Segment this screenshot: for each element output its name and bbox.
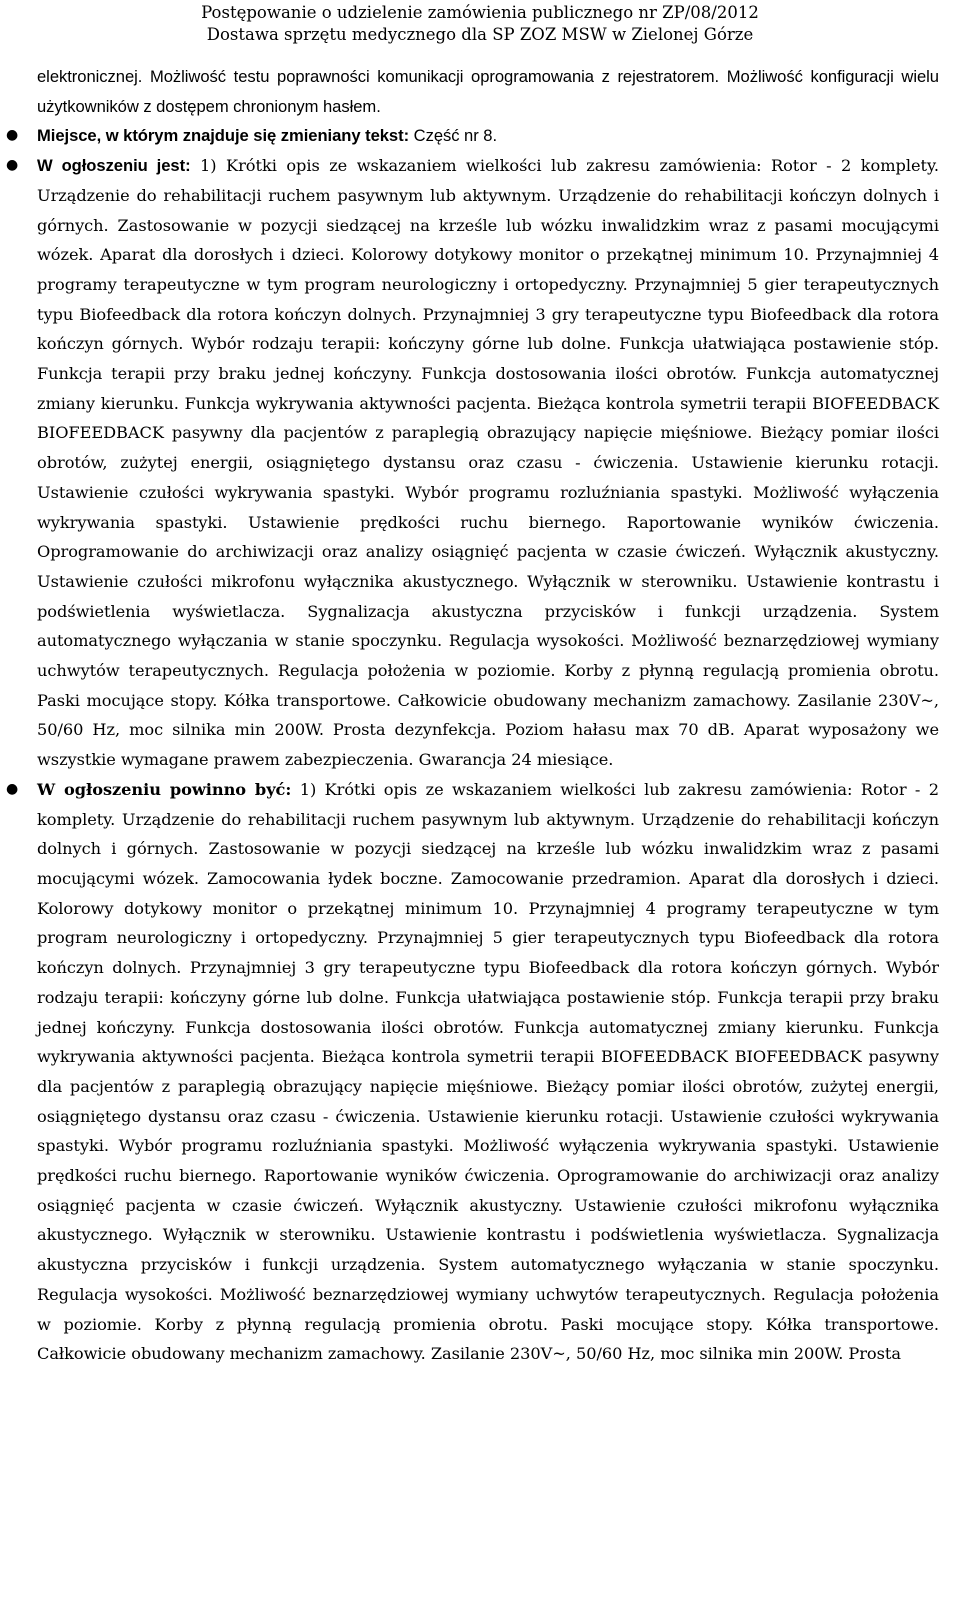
item-body: Część nr 8. bbox=[409, 126, 498, 146]
item-body: 1) Krótki opis ze wskazaniem wielkości lub zakresu zamówienia: Rotor - 2 komplety. Urządzenie do rehabilitacji ruchem pasywnym lub aktywnym. Urządzenie do rehabilitacji kończyn dolnych i górnych. Zastosowanie w pozycji siedzącej na krześle lub wózku inwalidzkim wraz z pasami mocującymi wózek. Aparat dla dorosłych i dzieci. Kolorowy dotykowy monitor o przekątnej minimum 10. Przynajmniej 4 programy terapeutyczne w tym program neurologiczny i ortopedyczny. Przynajmniej 5 gier terapeutycznych typu Biofeedback dla rotora kończyn dolnych. Przynajmniej 3 gry terapeutyczne typu Biofeedback dla rotora kończyn górnych. Wybór rodzaju terapii: kończyny górne lub dolne. Funkcja ułatwiająca postawienie stóp. Funkcja terapii przy braku jednej kończyny. Funkcja dostosowania ilości obrotów. Funkcja automatycznej zmiany kierunku. Funkcja wykrywania aktywności pacjenta. Bieżąca kontrola symetrii terapii BIOFEEDBACK BIOFEEDBACK pasywny dla pacjentów z paraplegią obrazujący napięcie mięśniowe. Bieżący pomiar ilości obrotów, zużytej energii, osiągniętego dystansu oraz czasu - ćwiczenia. Ustawienie kierunku rotacji. Ustawienie czułości wykrywania spastyki. Wybór programu rozluźniania spastyki. Możliwość wyłączenia wykrywania spastyki. Ustawienie prędkości ruchu biernego. Raportowanie wyników ćwiczenia. Oprogramowanie do archiwizacji oraz analizy osiągnięć pacjenta w czasie ćwiczeń. Wyłącznik akustyczny. Ustawienie czułości mikrofonu wyłącznika akustycznego. Wyłącznik w sterowniku. Ustawienie kontrastu i podświetlenia wyświetlacza. Sygnalizacja akustyczna przycisków i funkcji urządzenia. System automatycznego wyłączania w stanie spoczynku. Regulacja wysokości. Możliwość beznarzędziowej wymiany uchwytów terapeutycznych. Regulacja położenia w poziomie. Korby z płynną regulacją promienia obrotu. Paski mocujące stopy. Kółka transportowe. Całkowicie obudowany mechanizm zamachowy. Zasilanie 230V~, 50/60 Hz, moc silnika min 200W. Prosta dezynfekcja. Poziom hałasu max 70 dB. Aparat wyposażony we wszystkie wymagane prawem zabezpieczenia. Gwarancja 24 miesiące. bbox=[37, 156, 940, 770]
item-lead: W ogłoszeniu jest: bbox=[37, 156, 191, 176]
bullet-icon: ● bbox=[6, 127, 19, 144]
intro-paragraph: elektronicznej. Możliwość testu poprawności komunikacji oprogramowania z rejestratorem. Możliwość konfiguracji wielu użytkowników z dostępem chronionym hasłem. bbox=[37, 67, 939, 116]
item-lead: W ogłoszeniu powinno być: bbox=[37, 779, 292, 799]
page-header bbox=[0, 2, 960, 46]
bullet-icon: ● bbox=[6, 780, 19, 797]
item-body: 1) Krótki opis ze wskazaniem wielkości lub zakresu zamówienia: Rotor - 2 komplety. Urządzenie do rehabilitacji ruchem pasywnym lub aktywnym. Urządzenie do rehabilitacji kończyn dolnych i górnych. Zastosowanie w pozycji siedzącej na krześle lub wózku inwalidzkim wraz z pasami mocującymi wózek. Zamocowania łydek boczne. Zamocowanie przedramion. Aparat dla dorosłych i dzieci. Kolorowy dotykowy monitor o przekątnej minimum 10. Przynajmniej 4 programy terapeutyczne w tym program neurologiczny i ortopedyczny. Przynajmniej 5 gier terapeutycznych typu Biofeedback dla rotora kończyn dolnych. Przynajmniej 3 gry terapeutyczne typu Biofeedback dla rotora kończyn górnych. Wybór rodzaju terapii: kończyny górne lub dolne. Funkcja ułatwiająca postawienie stóp. Funkcja terapii przy braku jednej kończyny. Funkcja dostosowania ilości obrotów. Funkcja automatycznej zmiany kierunku. Funkcja wykrywania aktywności pacjenta. Bieżąca kontrola symetrii terapii BIOFEEDBACK BIOFEEDBACK pasywny dla pacjentów z paraplegią obrazujący napięcie mięśniowe. Bieżący pomiar ilości obrotów, zużytej energii, osiągniętego dystansu oraz czasu - ćwiczenia. Ustawienie kierunku rotacji. Ustawienie czułości wykrywania spastyki. Wybór programu rozluźniania spastyki. Możliwość wyłączenia wykrywania spastyki. Ustawienie prędkości ruchu biernego. Raportowanie wyników ćwiczenia. Oprogramowanie do archiwizacji oraz analizy osiągnięć pacjenta w czasie ćwiczeń. Wyłącznik akustyczny. Ustawienie czułości mikrofonu wyłącznika akustycznego. Wyłącznik w sterowniku. Ustawienie kontrastu i podświetlenia wyświetlacza. Sygnalizacja akustyczna przycisków i funkcji urządzenia. System automatycznego wyłączania w stanie spoczynku. Regulacja wysokości. Możliwość beznarzędziowej wymiany uchwytów terapeutycznych. Regulacja położenia w poziomie. Korby z płynną regulacją promienia obrotu. Paski mocujące stopy. Kółka transportowe. Całkowicie obudowany mechanizm zamachowy. Zasilanie 230V~, 50/60 Hz, moc silnika min 200W. Prosta bbox=[37, 779, 939, 1364]
item-lead: Miejsce, w którym znajduje się zmieniany tekst: bbox=[37, 126, 410, 146]
bullet-icon: ● bbox=[6, 157, 19, 174]
list-item bbox=[6, 775, 939, 1369]
header-subtitle: Dostawa sprzętu medycznego dla SP ZOZ MSW w Zielonej Górze bbox=[206, 25, 754, 44]
document-body bbox=[6, 62, 940, 1369]
header-title: Postępowanie o udzielenie zamówienia publicznego nr ZP/08/2012 bbox=[201, 3, 759, 22]
list-item bbox=[6, 121, 939, 151]
list-item bbox=[6, 151, 940, 775]
